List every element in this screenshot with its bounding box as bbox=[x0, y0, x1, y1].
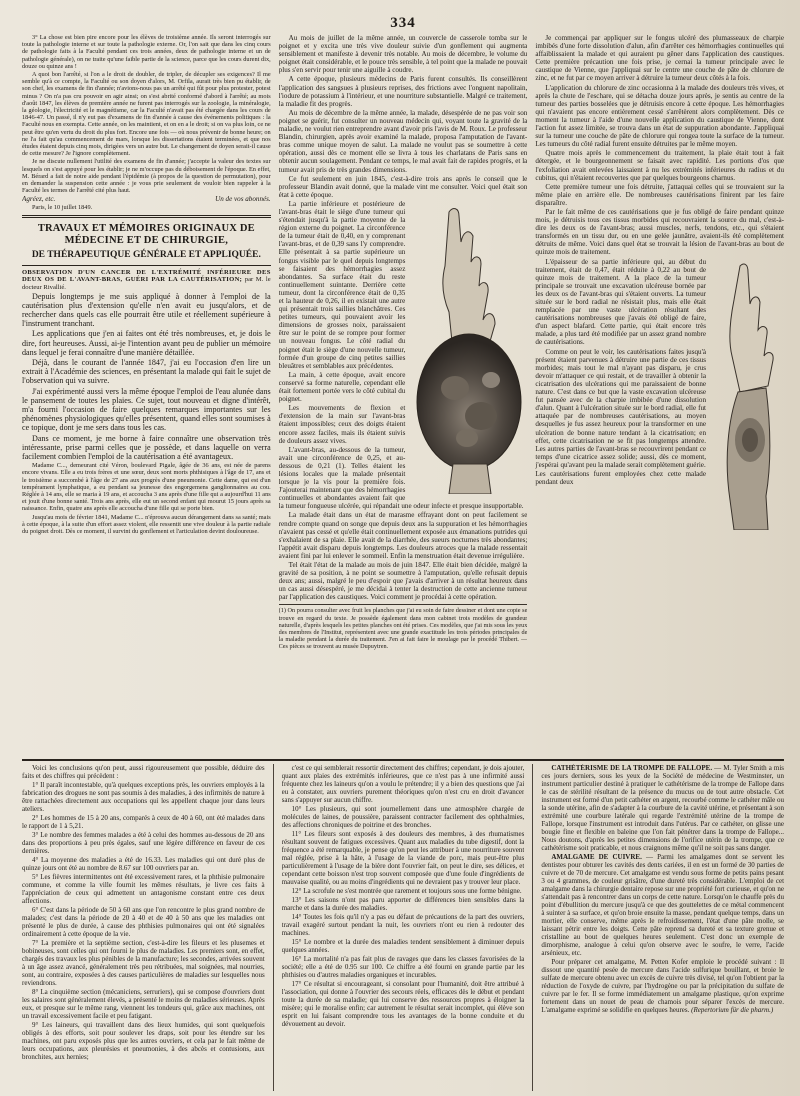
article-preparation bbox=[541, 958, 784, 1014]
article-heading bbox=[22, 269, 271, 292]
paragraph: La partie inférieure et postérieure de l'avant-bras était le siège d'une tumeur qui s'étendait jusqu'à la partie moyenne de la région externe du poignet. La circonférence de la tumeur était de 0,40, en y comprenant l'avant-bras, et de 0,39 sans l'y comprendre. Elle présentait à sa partie supérieure un fongus visible par le quel depuis longtemps se faisaient des hémorrhagies assez abondantes. Sa surface était du reste continuellement suintante. Derrière cette tumeur, dont la circonférence était de 0,35 et la hauteur de 0,26, il en existait une autre qui présentait trois saillies blanchâtres. Ces petites tumeurs, qui pouvaient avoir les dimensions de grosses noix, paraissaient être sur le point de se rompre pour former un nouveau fongus. Le côté radial du poignet était le siège d'une nouvelle tumeur, formée d'un groupe de cinq petites saillies bleuâtres et semblables aux précédentes. bbox=[278, 199, 406, 370]
paragraph: L'avant-bras, au-dessous de la tumeur, avait une circonférence de 0,25, et au-dessous de 0,21 (1). Telles étaient les lésions locales que la malade présentait lorsque je la vis pour la première fois. J'ajouterai maintenant que des hémorrhagies continuelles et abondantes avaient fait que la tumeur fongueuse ulcérée, qui répandait une odeur infecte et presque insupportable. bbox=[278, 445, 524, 511]
paragraph: Je ne discute nullement l'utilité des examens de fin d'année; j'accepte la valeur des textes sur lesquels on s'est appuyé pour les établir; je ne m'occupe pas du déboisement de l'époque. En effet, M. Bérard a fait de notre aide pendant l'épidémie (à propos de la question de permutation), pour en demander la suspension cette année : je vous prie seulement de vouloir bien rappeler à la Faculté les termes de l'arrêté cité plus haut. bbox=[22, 158, 271, 195]
paragraph: 1° Il paraît incontestable, qu'à quelques exceptions près, les ouvriers employés à la fabrication des drogues ne sont pas soumis à des maladies, à des infirmités de nature à être rattachées directement aux occupations qui les appellent chaque jour dans leurs ateliers. bbox=[22, 781, 265, 813]
paragraph: 11° Les fileurs sont exposés à des douleurs des membres, à des rhumatismes résultant souvent de fatigues excessives. Quant aux maladies du tube digestif, dont la fréquence a été remarquable, je pense qu'on peut les attribuer à une nourriture souvent mal réglée, prise à la hâte, à l'usage de la viande de porc, mais peut-être plus particulièrement à l'usage de la bière dont l'ouvrier fait, on peut le dire, ses délices, et cependant cette boisson n'est trop souvent composée que d'une foule d'ingrédients de mauvaise qualité, ou au moins d'ingrédients qui ne devraient pas y trouver leur place. bbox=[281, 830, 525, 886]
letter-signature bbox=[22, 195, 271, 203]
signature-left: Agréez, etc. bbox=[22, 195, 56, 204]
paragraph: A cette époque, plusieurs médecins de Paris furent consultés. Ils conseillèrent l'application des sangsues à plusieurs reprises, des frictions avec l'onguent napolitain, l'iodure de potassium à l'intérieur, et une nourriture substantielle. Malgré ce traitement, la maladie fit des progrès. bbox=[278, 75, 528, 108]
paragraph: 12° La scrofule ne s'est montrée que rarement et toujours sous une forme bénigne. bbox=[291, 887, 522, 895]
paragraph: 3° Le nombre des femmes malades a été à celui des hommes au-dessous de 20 ans dans des proportions à peu près égales, sauf une légère différence en faveur de ces dernières. bbox=[22, 831, 265, 855]
paragraph: L'application du chlorure de zinc occasionna à la malade des douleurs très vives, et après la chute de l'eschare, qui se détacha douze jours après, je sentis au centre de la tumeur des parties bosselées que je détruisis encore à cette époque. Les hémorrhagies qui n'avaient pas encore entièrement cessé s'arrêtèrent alors complètement. Dès ce moment la tumeur à l'aide d'une nouvelle application du caustique de Vienne, dont l'action fut assez limitée, se trouva dans un état de suppuration abondante. J'appliquai sur la tumeur une couche de pâte de chlorure qui rongea toute la surface de la tumeur. Les tumeurs du côté radial furent ensuite détruites par le même moyen. bbox=[535, 83, 784, 149]
column-2 bbox=[279, 34, 528, 759]
paragraph: J'ai expérimenté aussi vers la même époque l'emploi de l'eau alunée dans le pansement de toutes les plaies. Ce sujet, tout nouveau et digne d'intérêt, m'a fourni l'occasion de faire quelques remarques importantes sur les phénomènes physiologiques qu'elles présentent, quand elles sont soumises à ce topique, dont je me sers dans tous les cas. bbox=[22, 386, 271, 433]
paragraph: Jusqu'au mois de février 1841, Madame C... n'éprouva aucun dérangement dans sa santé; mais à cette époque, à la suite d'un effort assez violent, elle ressentit une vive douleur à la partie radiale du poignet droit. Dès ce moment, il survint du gonflement et l'articulation devint douloureuse. bbox=[22, 513, 271, 536]
paragraph: c'est ce qui semblerait ressortir directement des chiffres; cependant, je dois ajouter, quant aux plaies des extrémités inférieures, que ce n'est pas à une infirmité aussi fréquente chez les laineurs qu'on a voulu le prétendre; il y a bien des questions que j'ai eu à constater, aux ouvriers purement théoriques qu'on n'est cru en droit d'avancer sans s'appuyer sur aucun chiffre. bbox=[281, 764, 525, 804]
article-source: (Repertorium für die pharm.) bbox=[691, 1006, 774, 1014]
divider bbox=[22, 265, 271, 266]
paragraph: 9° Les laineurs, qui travaillent dans des lieux humides, qui sont quelquefois obligés à des efforts, soit pour soulever les draps, soit pour les étendre sur les machines, ont paru exposés plus que les autres ouvriers, et cela par le fait même de leurs occupations, aux pleurésies et pneumonies, à des abcès et contusions, aux bronchites, aux hernies; bbox=[22, 1021, 265, 1061]
column-3 bbox=[535, 34, 784, 759]
paragraph: 17° Ce résultat si encourageant, si consolant pour l'humanité, doit être attribué à l'association, qui donne à l'ouvrier des secours réels, efficaces dès le début et pendant toute la durée de sa maladie; qui lui conserve des ressources propres à éloigner la misère; qui le moralise enfin; car autrement le résultat serait incomplet, qui élève son esprit en lui faisant comprendre tous les avantages de la bonne conduite et du dévouement au devoir. bbox=[281, 980, 525, 1028]
page-number: 334 bbox=[390, 15, 416, 31]
paragraph: 14° Toutes les fois qu'il n'y a pas eu défaut de précautions de la part des ouvriers, travail exagéré surtout pendant la nuit, les ouvriers n'ont eu rien à redouter des machines. bbox=[281, 913, 525, 937]
tumor-hand-illustration bbox=[409, 202, 527, 494]
figure-healed-hand bbox=[710, 260, 784, 530]
column-divider bbox=[532, 764, 533, 1091]
article-catheterisme bbox=[541, 764, 784, 852]
paragraph: Cette première tumeur une fois détruite, j'attaquai celles qui se trouvaient sur la même plaie en arrière elle. De nombreuses cautérisations finirent par les faire disparaître. bbox=[535, 182, 784, 207]
paragraph: 15° Le nombre et la durée des maladies tendent sensiblement à diminuer depuis quelques années. bbox=[281, 938, 525, 954]
article-title: CATHÉTÉRISME DE LA TROMPE DE FALLOPE. bbox=[551, 764, 713, 772]
paragraph: L'épaisseur de sa partie inférieure qui, au début du traitement, était de 0,47, était réduite à 0,22 au bout de quinze mois de traitement. A la place de la tumeur principale se trouvait une excavation ulcéreuse bornée par les deux os de l'avant-bras qui s'étaient ouverts. La tumeur située sur le bord radial ne résistait plus, mais elle était remplacée par une vaste ulcération résultant des cautérisations nombreuses que j'avais été obligé de faire, d'un aspect blafard. Cette partie, qui était encore très malade, a plus tard été modifiée par un assez grand nombre de cautérisations. bbox=[535, 257, 707, 347]
top-section bbox=[22, 34, 784, 759]
divider bbox=[22, 215, 271, 218]
article-text: — M. Tyler Smith a mis ces jours derniers, sous les yeux de la Société de médecine de Westminster, un instrument particulier destiné à pratiquer le cathétérisme de la trompe de Fallope dans le cas de stérilité résultant de la présence du mucus ou de tout autre obstacle. Cet instrument est formé d'un petit cathéter en argent, recourbé comme le cathéter mâle ou la sonde utérine, afin de s'adapter à la courbure de la cavité utérine, et présentant à son extrémité une courbure latérale qui regarde l'extrémité utérine de la trompe de Fallope, lorsque l'instrument est introduit dans l'utérus. Par ce cathéter, on glisse une bougie fine et flexible en baleine que l'on fait pénétrer dans la trompe de Fallope... Nous doutons, d'après les petites dimensions de l'orifice utérin de la trompe, que ce cathétérisme soit praticable, et nous craignons même qu'il ne soit pas sans danger. bbox=[541, 764, 784, 852]
paragraph: Au mois de juillet de la même année, un couvercle de casserole tomba sur le poignet et y excita une très vive douleur suivie d'un gonflement qui augmenta sensiblement et manifeste à devenir très notable. Au mois de décembre, le volume du poignet était considérable, et le pouce très sensible, à tel point que la malade ne pouvait plus s'en servir pour tenir une aiguille à coudre. bbox=[278, 34, 528, 75]
paragraph: A quoi bon l'arrêté, si l'on a le droit de doubler, de tripler, de décupler ses exigences? Il me semble qu'à ce compte, la Faculté ou son doyen d'alors, M. Orfila, aurait très bien pu établir, de son chef, les examens de fin d'année; n'avions-nous pas un arrêté qui fût pour plus protester, potest minus ? On n'a pas cru pouvoir en agir ainsi; on s'est abrité conformé d'abord à l'arrêté; au mois d'août 1847, les élèves de première année ne furent pas interrogés sur la zoologie, la minéralogie, la géologie, l'électricité et le magnétisme, car la Faculté n'avait pas été chargée dans les cours de 1846-47. Un passé, il n'y eut pas d'examens de fin d'année à cause des événements politiques : la Faculté nous en exempta. Cette année, on les maintient, et on en a le droit; si on va plus loin, ce ne peut être qu'en vertu du droit du plus fort. Encore une fois — où nous prévenir de bonne heure; on ne l'a fait qu'au commencement de mars, lorsque les dissertations étaient terminées, et que nos études étaient depuis cinq mois, dirigées vers un autre but. Le changement de doyen serait-il cause de cette mesure? Je l'ignore complètement. bbox=[22, 71, 271, 158]
paragraph: 10° Les plusieurs, qui sont journellement dans une atmosphère chargée de molécules de laines, de poussière, paraissent contracter facilement des ophthalmies, des affections chroniques de poitrine et des bronches. bbox=[281, 805, 525, 829]
paragraph: 3° La chose est bien pire encore pour les élèves de troisième année. Ils seront interrogés sur toute la pathologie interne et sur toute la pathologie externe. Or, l'on sait que dans les cinq cours de pathologie faits à la Faculté pendant ces trois années, deux de pathologie interne et un de pathologie générale), on ne traite qu'une faible partie de la science, parce que les cours durent dix, douze ou quinze ans ! bbox=[22, 34, 271, 70]
paragraph: 4° La moyenne des maladies a été de 16.33. Les maladies qui ont duré plus de quinze jours ont été au nombre de 8.67 sur 100 ouvriers par an. bbox=[22, 856, 265, 872]
article-amalgame bbox=[541, 853, 784, 957]
figure-tumor-hand bbox=[409, 202, 527, 494]
paragraph: 8° La cinquième section (mécaniciens, serruriers), qui se compose d'ouvriers dont les salaires sont généralement élevés, a présenté le moins de maladies sérieuses. Après eux, et presque sur le même rang, viennent les tondeurs qui, grâce aux machines, ont un travail excessivement facile et peu fatigant. bbox=[22, 988, 265, 1020]
paragraph: 5° Les fièvres intermittentes ont été excessivement rares, et la phthisie pulmonaire commune, et comme la ville fournit les mêmes résultats, je livre ces faits à l'appréciation de ceux qui admettent un antagonisme constant entre ces deux affections. bbox=[22, 873, 265, 905]
paragraph: Par le fait même de ces cautérisations que je fus obligé de faire pendant quinze mois, je détruisis tous ces tissus morbides qui recouvraient la source du mal, c'est-à-dire les deux os de l'avant-bras; aussi muscles, nerfs, tendons, etc., qui s'étaient transformés en un tissu dur, ou en une gelée jaunâtre, avaient-ils été complètement détruits de même. Voici dans quel état se trouvait la lésion de l'avant-bras au bout de quinze mois de traitement. bbox=[535, 207, 784, 257]
letter-date: Paris, le 10 juillet 1849. bbox=[32, 203, 93, 211]
paragraph: Les cautérisations furent employées chez cette malade pendant deux bbox=[535, 469, 707, 487]
article-heading-caps: OBSERVATION D'UN CANCER DE L'EXTRÉMITÉ INFÉRIEURE DES DEUX OS DE L'AVANT-BRAS, GUÉRI PAR LA CAUTÉRISATION; bbox=[22, 268, 271, 284]
bottom-column-3 bbox=[541, 764, 784, 1091]
paragraph: 16° La mortalité n'a pas fait plus de ravages que dans les classes favorisées de la société; elle a été de 0.95 sur 100. Ce chiffre a été fourni en grande partie par les phthisies ou d'autres maladies organiques et incurables. bbox=[281, 955, 525, 979]
paragraph: La main, à cette époque, avait encore conservé sa forme naturelle, cependant elle était fortement portée vers le côté cubital du poignet. bbox=[278, 370, 406, 404]
bottom-column-2 bbox=[282, 764, 525, 1091]
paragraph: Tel était l'état de la malade au mois de juin 1847. Elle était bien décidée, malgré la gravité de sa position, à ne point se soumettre à l'amputation, qu'elle refusait depuis deux ans; aussi, malgré le peu d'espoir que j'avais d'arriver à un résultat heureux dans un cas aussi désespéré, je me décidai à tenter la destruction de cette ancienne tumeur par l'application des caustiques. Voici comment je procédai à cette opération. bbox=[278, 561, 528, 602]
section-title: TRAVAUX ET MÉMOIRES ORIGINAUX DE MÉDECINE ET DE CHIRURGIE, bbox=[37, 222, 255, 246]
paragraph: Dans ce moment, je me borne à faire connaître une observation très intéressante, prise parmi celles que je possède, et dans laquelle on verra facilement combien l'emploi de la cautérisation a été avantageux. bbox=[22, 433, 271, 461]
paragraph: Je commençai par appliquer sur le fongus ulcéré des plumasseaux de charpie imbibés d'une forte dissolution d'alun, afin d'arrêter ces hémorrhagies continuelles qui affaiblissaient la malade et qui auraient pu gêner dans l'application des caustiques. Cette première précaution une fois prise, je cernai la tumeur principale avec le caustique de Vienne, que j'appliquai sur le centre une couche de pâte de chlorure de zinc, et ne fut par ce moyen arriver à détruire la tumeur deux côtés à la fois. bbox=[535, 34, 784, 83]
paragraph: Comme on peut le voir, les cautérisations faites jusqu'à présent étaient parvenues à détruire une partie de ces tissus morbides; mais tout le mal n'ayant pas disparu, je crus devoir m'attaquer ce qui restait, et de travailler à obtenir la cicatrisation des ulcérations qui me paraissaient de bonne nature. C'est dans ce but que la vaste excavation ulcéreuse fut pansée avec de la charpie imbibée d'une dissolution d'alun. Quant à l'ulcération située sur le bord radial, elle fut attaquée par de nombreuses cautérisations, au moyen desquelles je fus assez heureux pour la transformer en une ulcération de bonne nature tendant à la cicatrisation; en effet, cette cicatrisation ne se fit pas longtemps attendre. Les autres parties de l'avant-bras se recouvrirent pendant ce temps d'une cicatrice assez solide; aussi, dès ce moment, j'espérai qu'avant peu la malade serait complètement guérie. bbox=[535, 347, 707, 469]
column-1 bbox=[22, 34, 271, 759]
paragraph: 6° C'est dans la période de 50 à 60 ans que l'on rencontre le plus grand nombre de malades; c'est dans la période de 20 à 40 et de 40 à 50 ans que les maladies ont présenté le plus de durée, à cause des phthisies pulmonaires qui ont été signalées ordinairement à cette époque de la vie. bbox=[22, 906, 265, 938]
bottom-section bbox=[22, 759, 784, 1091]
paragraph: 2° Les hommes de 15 à 20 ans, comparés à ceux de 40 à 60, ont été malades dans le rapport de 1 à 5,21. bbox=[22, 814, 265, 830]
healed-hand-illustration bbox=[710, 260, 784, 530]
article-text: — Parmi les amalgames dont se servent les dentistes pour obturer les cavités des dents cariées, il en est un formé de 30 parties de cuivre et de 70 de mercure. Cet amalgame est vendu sous forme de petits pains pesant 3 ou 4 grammes, de couleur grisâtre, d'une dureté très considérable. L'emploi de cet amalgame dans la chirurgie dentaire repose sur une propriété fort curieuse, et qu'on ne s'attendait pas à rencontrer dans un corps de cette nature. Lorsqu'on le chauffe près du point d'ébullition du mercure jusqu'à ce que des gouttelettes de ce métal commencent à suinter à sa surface, et qu'on broie ensuite la masse, pendant quelque temps, dans un mortier, elle conserve, même après le refroidissement, l'état d'une pâte molle, se laissant pétrir entre les doigts. Cette pâte reprend sa dureté et sa texture grenue et cristalline au bout de quelques heures seulement. C'est donc un exemple de dimorphisme, analogue à celui qu'on observe avec le soufre, le verre, l'acide arsénieux, etc. bbox=[541, 853, 784, 957]
paragraph: 7° La première et la septième section, c'est-à-dire les fileurs et les plusemes et bobineuses, sont celles qui ont fourni le plus de maladies. Les premiers sont, en effet, chargés des travaux les plus pénibles de la manufacture; les secondes, arrivées souvent à un âge assez avancé, généralement très peu rétribuées, mal soignées, mal nourries, sont, au contraire, exposées à des causes particulières de maladies sur lesquelles nous reviendrons. bbox=[22, 939, 265, 987]
paragraph: Depuis longtemps je me suis appliqué à donner à l'emploi de la cautérisation plus d'extension qu'elle n'en avait eu jusqu'alors, et de rechercher dans quels cas elle pourrait être utile et réellement supérieure à l'instrument tranchant. bbox=[22, 291, 271, 329]
paragraph: Ce fut seulement en juin 1845, c'est-à-dire trois ans après le conseil que le professeur Blandin avait donné, que la malade vint me consulter. Voici quel était son état à cette époque. bbox=[278, 174, 528, 199]
paragraph: Quatre mois après le commencement du traitement, la plaie était tout à fait détergée, et le bourgeonnement se faisait avec rapidité. Les portions d'os que l'exfoliation avait enlevées laissaient à nu les extrémités inférieures du radius et du cubitus, qui n'étaient recouvertes que par quelques bourgeons charnus. bbox=[535, 149, 784, 182]
article-body bbox=[22, 292, 271, 462]
article-heading-author: par M. le docteur Rivallié. bbox=[22, 276, 271, 291]
paragraph: Déjà, dans le courant de l'année 1847, j'ai eu l'occasion d'en lire un extrait à l'Académie des sciences, en présentant la malade qui fait le sujet de l'observation qui va suivre. bbox=[22, 357, 271, 386]
paragraph: Les mouvements de flexion et d'extension de la main sur l'avant-bras étaient impossibles; ceux des doigts étaient encore assez faciles, mais ils étaient suivis de douleurs assez vives. bbox=[278, 404, 406, 445]
paragraph: 13° Les saisons n'ont pas paru apporter de différences bien sensibles dans la marche et dans la durée des maladies. bbox=[281, 896, 525, 912]
paragraph: Les applications que j'en ai faites ont été très nombreuses, et, je dois le dire, fort heureuses. Aussi, ai-je l'intention avant peu de publier un mémoire dans lequel je ferai connaître d'une manière détaillée. bbox=[22, 329, 271, 357]
footnote: (1) On pourra consulter avec fruit les planches que j'ai eu soin de faire dessiner et dont une copie se trouve en regard du texte. Je possède également dans mon cabinet trois modèles de grandeur naturelle, d'après lesquels les petites planches ont été prises. Ces modèles, que j'ai mis sous les yeux des membres de l'Institut, représentent avec une grande exactitude les trois périodes principales de la maladie pendant la durée du traitement. J'en ai fait faire le moulage par le procédé Thibert. — Ces pièces se trouvent au musée Dupuytren. bbox=[279, 604, 528, 650]
paragraph: Au mois de décembre de la même année, la malade, désespérée de ne pas voir son poignet se guérir, fut consulter un nouveau médecin qui, voyant toute la gravité de la maladie, ne voulut rien entreprendre avant d'avoir pris l'avis de M. Roux. Le professeur Blandin, chirurgien, après avoir examiné la malade, proposa l'amputation de l'avant-bras comme unique moyen de salut. La malade ne voulut pas se soumettre à cette opération, aussi dès ce moment elle se livra à tous les charlatans de Paris sans en obtenir aucun soulagement. Pendant ce temps, le mal avait fait de rapides progrès, et la tumeur avait pris de très grandes dimensions. bbox=[278, 108, 528, 174]
article-title: AMALGAME DE CUIVRE. bbox=[551, 853, 642, 861]
paragraph: Madame C..., demeurant cité Véron, boulevard Pigale, âgée de 36 ans, est née de parens encore vivans. Elle a eu trois frères et une sœur, deux sont morts phthisiques à l'âge de 17, ans et le troisième a succombé à l'âge de 27 ans aux progrès d'une pneumonie. Cette dame, qui est d'un tempérament lymphatique, a eu pendant sa jeunesse des engorgemens ganglionnaires au cou. Réglée à 14 ans, elle se maria à 19 ans, et accoucha 3 ans après d'une fille qui a aujourd'hui 11 ans et jouit d'une bonne santé. Trois ans après, elle eut un second enfant qui mourut 15 jours après sa naissance. Enfin, quatre ans après elle accoucha d'une fille qui se porte bien. bbox=[22, 462, 271, 513]
paragraph: Voici les conclusions qu'on peut, aussi rigoureusement que possible, déduire des faits et des chiffres qui précèdent : bbox=[22, 764, 265, 780]
article-text: Pour préparer cet amalgame, M. Petten Kofer emploie le procédé suivant : Il dissout une quantité pesée de mercure dans l'acide sulfurique bouillant, et broie le sulfate de mercure obtenu avec un excès de cuivre très divisé, tel qu'on l'obtient par la réduction de l'oxyde de cuivre, par l'hydrogène ou par la précipitation du sulfate de cuivre par le fer. Il se forme immédiatement un amalgame plastique, qu'on exprime fortement dans un nouet de peau de chamois pour séparer l'excès de mercure. L'amalgame exprimé se solidifie en quelques heures. bbox=[541, 958, 784, 1014]
column-divider bbox=[273, 764, 274, 1091]
section-subtitle: DE THÉRAPEUTIQUE GÉNÉRALE ET APPLIQUÉE. bbox=[31, 249, 261, 260]
bottom-column-1 bbox=[22, 764, 265, 1091]
paragraph: La malade était dans un état de marasme effrayant dont on peut facilement se rendre compte quand on songe que depuis deux ans la suppuration et les hémorrhagies n'avaient pas cessé et qu'elle était continuellement exposée aux émanations putrides qui s'exhalaient de sa plaie. Elle avait de la diarrhée, des sueurs nocturnes très abondantes; l'appétit avait disparu depuis longtemps. Les douleurs atroces que la malade ressentait avaient fini par lui enlever le sommeil. Enfin la menstruation était devenue irrégulière. bbox=[278, 511, 528, 560]
signature-right: Un de vos abonnés. bbox=[215, 195, 271, 204]
